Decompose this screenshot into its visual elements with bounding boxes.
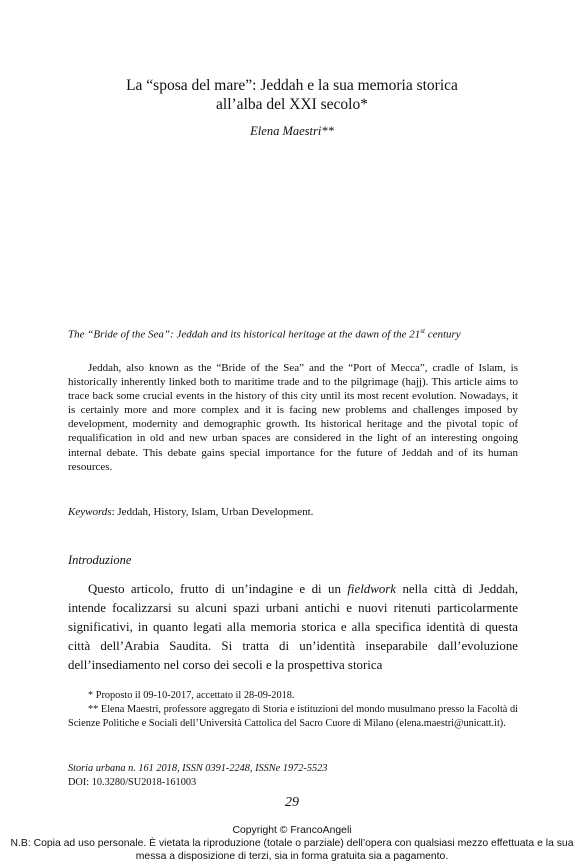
footnote-2: ** Elena Maestri, professore aggregato di Storia e istituzioni del mondo musulmano presso la Facoltà di Scienze Politiche e Sociali dell’Università Cattolica del Sacro Cuore di Milano (elena.maestri@unicatt.it). <box>68 704 518 729</box>
keywords-list: : Jeddah, History, Islam, Urban Development. <box>111 506 314 518</box>
title-line-1: La “sposa del mare”: Jeddah e la sua memoria storica <box>126 77 458 94</box>
footnote-1: * Proposto il 09-10-2017, accettato il 28-09-2018. <box>88 690 295 701</box>
english-title <box>68 324 518 343</box>
section-heading: Introduzione <box>68 553 132 567</box>
abstract-text: Jeddah, also known as the “Bride of the Sea” and the “Port of Mecca”, cradle of Islam, is historically inherently linked both to maritime trade and to the pilgrimage (hajj). This article aims to trace back some crucial events in the history of this city until its most recent evolution. Nowadays, it is certainly more and more complex and it is facing new problems and challenges imposed by development, modernity and demographic growth. Its historical heritage and the pivotal topic of requalification in old and new urban spaces are considered in the light of an interesting ongoing internal debate. This debate gains special importance for the future of Jeddah and of its human resources. <box>68 362 518 473</box>
copyright-notice: N.B: Copia ad uso personale. È vietata la riproduzione (totale o parziale) dell’opera con qualsiasi mezzo effettuata e la sua messa a disposizione di terzi, sia in forma gratuita sia a pagamento. <box>10 838 574 862</box>
body-italic-term: fieldwork <box>347 582 397 596</box>
journal-citation: Storia urbana n. 161 2018, ISSN 0391-2248, ISSNe 1972-5523 <box>68 763 328 774</box>
body-paragraph <box>68 580 518 675</box>
english-title-main: The “Bride of the Sea”: Jeddah and its historical heritage at the dawn of the 21 <box>68 328 421 341</box>
author-name: Elena Maestri** <box>250 124 334 138</box>
english-title-end: century <box>427 328 461 341</box>
body-start: Questo articolo, frutto di un’indagine e di un <box>88 582 348 596</box>
title-line-2: all’alba del XXI secolo* <box>216 96 368 113</box>
doi: DOI: 10.3280/SU2018-161003 <box>68 777 197 788</box>
page-number: 29 <box>285 795 299 810</box>
article-title <box>60 76 524 114</box>
keywords <box>68 505 518 519</box>
body-end: nella città di Jeddah, intende focalizzarsi su alcuni spazi urbani antichi e nuovi ritenuti particolarmente significativi, in quanto legati alla memoria storica e alla specifica identità di questa città dell’Arabia Saudita. Si tratta di un’identità inseparabile dall’evoluzione dell’insediamento nel corso dei secoli e la prospettiva storica <box>68 582 518 673</box>
english-title-superscript: st <box>420 327 425 335</box>
keywords-label: Keywords <box>68 506 112 518</box>
copyright-line: Copyright © FrancoAngeli <box>232 825 352 836</box>
